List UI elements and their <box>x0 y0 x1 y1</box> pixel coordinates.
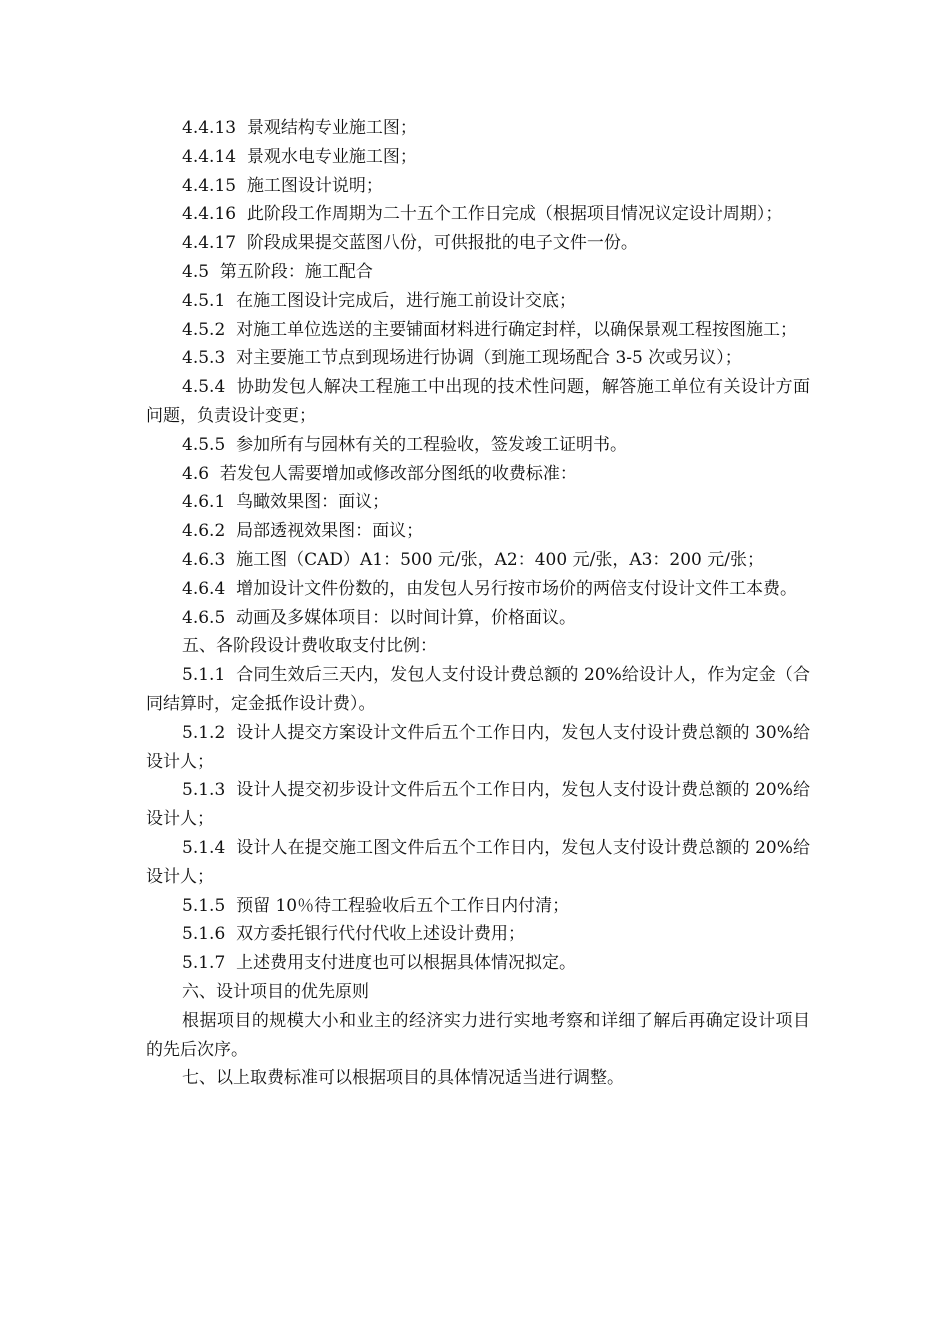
paragraph-4-4-13: 4.4.13 景观结构专业施工图； <box>182 118 417 138</box>
paragraph-5-1-2: 5.1.2 设计人提交方案设计文件后五个工作日内，发包人支付设计费总额的 30%给设计人； <box>146 722 810 772</box>
paragraph-5-1-6: 5.1.6 双方委托银行代付代收上述设计费用； <box>182 924 526 945</box>
paragraph-4-4-14: 4.4.14 景观水电专业施工图； <box>182 146 417 167</box>
paragraph-6-body: 根据项目的规模大小和业主的经济实力进行实地考察和详细了解后再确定设计项目的先后次序。 <box>146 1010 810 1060</box>
document-page <box>146 114 810 1093</box>
paragraph-4-5-1: 4.5.1 在施工图设计完成后，进行施工前设计交底； <box>182 290 577 311</box>
paragraph-5-1-5: 5.1.5 预留 10％待工程验收后五个工作日内付清； <box>182 895 570 916</box>
section-6-heading: 六、设计项目的优先原则 <box>182 981 369 1002</box>
paragraph-4-6-3: 4.6.3 施工图（CAD）A1：500 元/张，A2：400 元/张，A3：200 元/张； <box>182 549 764 570</box>
section-7-heading: 七、以上取费标准可以根据项目的具体情况适当进行调整。 <box>182 1068 624 1089</box>
paragraph-4-6-5: 4.6.5 动画及多媒体项目：以时间计算，价格面议。 <box>182 607 577 628</box>
paragraph-4-5-5: 4.5.5 参加所有与园林有关的工程验收，签发竣工证明书。 <box>182 434 628 455</box>
paragraph-4-4-16: 4.4.16 此阶段工作周期为二十五个工作日完成（根据项目情况议定设计周期）； <box>182 204 783 225</box>
paragraph-4-6-1: 4.6.1 鸟瞰效果图：面议； <box>182 492 390 513</box>
section-4-5-heading: 4.5 第五阶段：施工配合 <box>182 261 373 282</box>
paragraph-4-4-15: 4.4.15 施工图设计说明； <box>182 175 383 196</box>
paragraph-5-1-4: 5.1.4 设计人在提交施工图文件后五个工作日内，发包人支付设计费总额的 20%给设计人； <box>146 837 810 887</box>
paragraph-5-1-1: 5.1.1 合同生效后三天内，发包人支付设计费总额的 20%给设计人，作为定金（合同结算时，定金抵作设计费）。 <box>146 665 810 714</box>
paragraph-4-5-2: 4.5.2 对施工单位选送的主要铺面材料进行确定封样，以确保景观工程按图施工； <box>182 319 798 340</box>
paragraph-4-6-2: 4.6.2 局部透视效果图：面议； <box>182 521 424 542</box>
paragraph-5-1-7: 5.1.7 上述费用支付进度也可以根据具体情况拟定。 <box>182 953 577 974</box>
section-5-heading: 五、各阶段设计费收取支付比例： <box>182 636 437 657</box>
paragraph-4-4-17: 4.4.17 阶段成果提交蓝图八份，可供报批的电子文件一份。 <box>182 233 638 254</box>
paragraph-4-6-4: 4.6.4 增加设计文件份数的，由发包人另行按市场价的两倍支付设计文件工本费。 <box>182 578 798 599</box>
section-4-6-heading: 4.6 若发包人需要增加或修改部分图纸的收费标准： <box>182 463 577 484</box>
paragraph-4-5-4: 4.5.4 协助发包人解决工程施工中出现的技术性问题，解答施工单位有关设计方面问题，负责设计变更； <box>146 377 810 426</box>
paragraph-4-5-3: 4.5.3 对主要施工节点到现场进行协调（到施工现场配合 3-5 次或另议）； <box>182 348 742 369</box>
paragraph-5-1-3: 5.1.3 设计人提交初步设计文件后五个工作日内，发包人支付设计费总额的 20%给设计人； <box>146 780 810 830</box>
